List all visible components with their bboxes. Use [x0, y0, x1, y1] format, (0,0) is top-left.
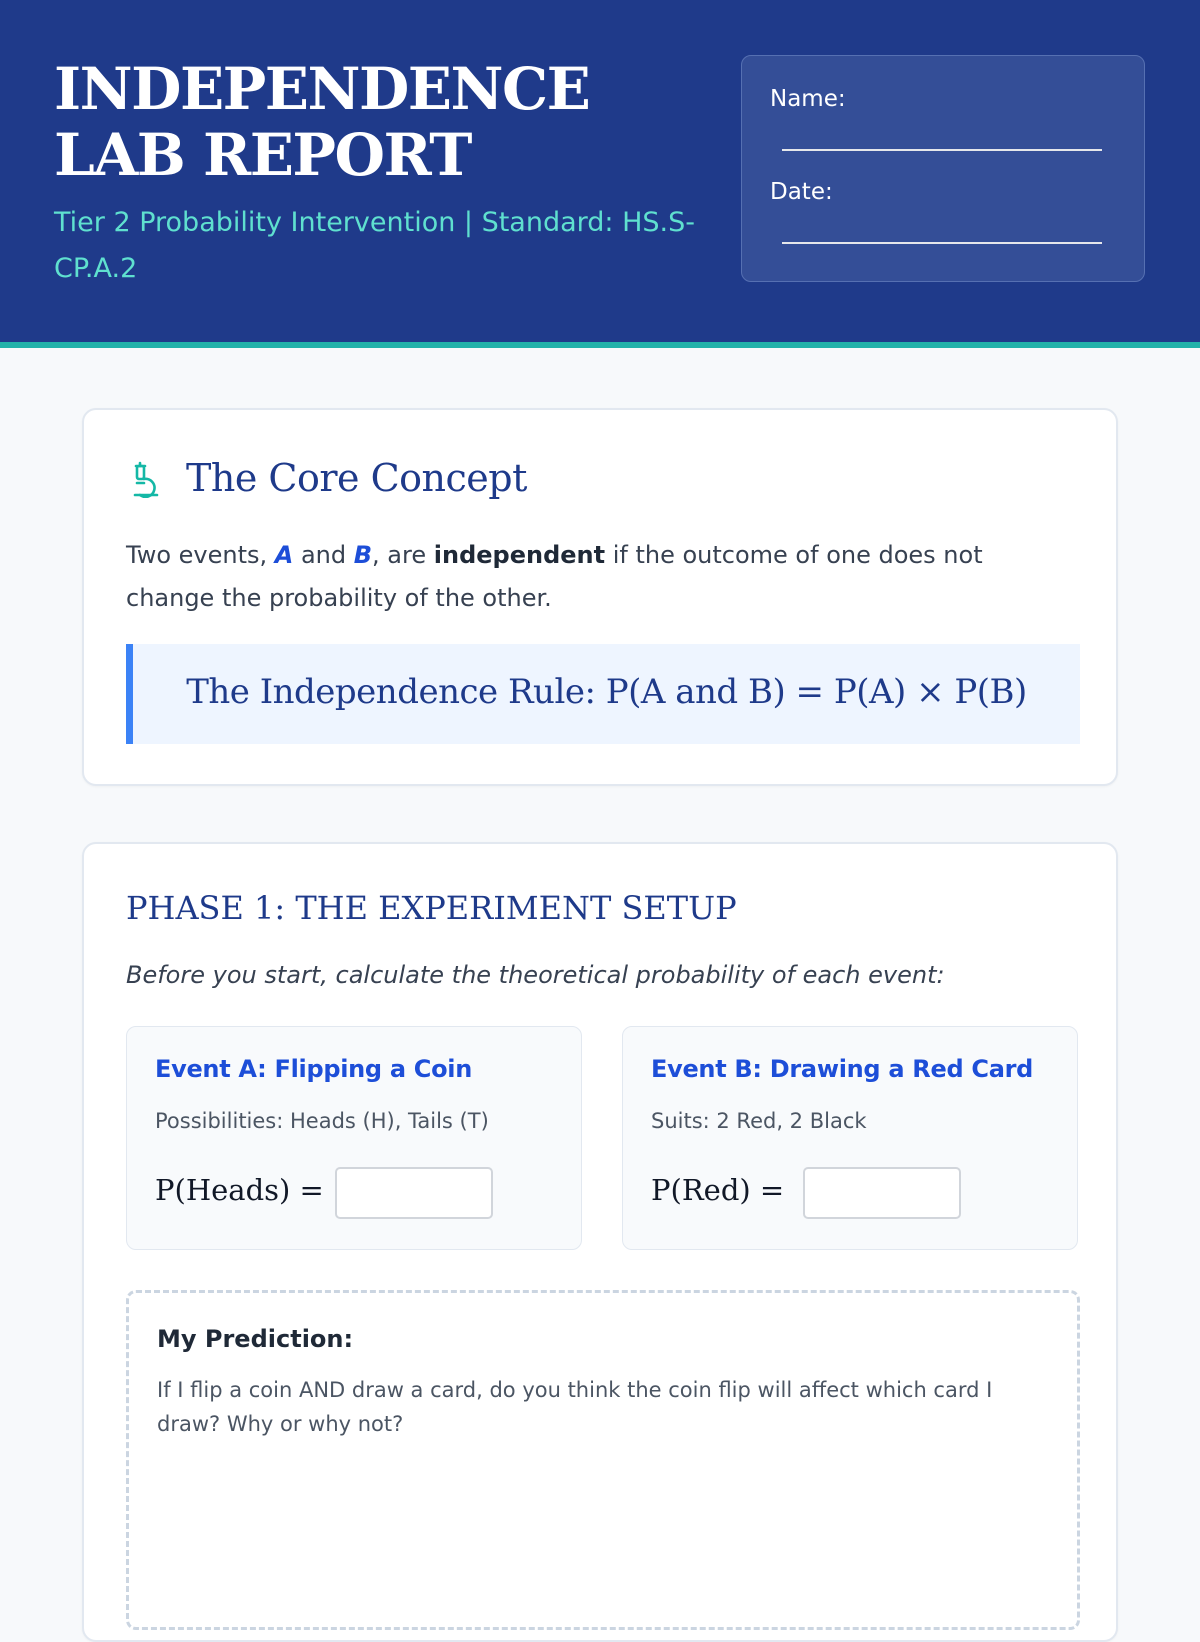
- phase-1-title: PHASE 1: THE EXPERIMENT SETUP: [126, 889, 737, 927]
- event-b-card: [622, 1026, 1078, 1250]
- concept-definition: Two events, A and B, are independent if the outcome of one does not change the probability of the other.: [126, 541, 983, 612]
- event-b-title: Event B: Drawing a Red Card: [651, 1055, 1034, 1083]
- microscope-icon: [126, 460, 162, 498]
- report-subtitle: Tier 2 Probability Intervention | Standard: HS.S-CP.A.2: [54, 207, 695, 284]
- p-heads-input[interactable]: [335, 1167, 493, 1219]
- p-red-input[interactable]: [803, 1167, 961, 1219]
- p-red-label: P(Red) =: [651, 1173, 785, 1207]
- event-a-symbol: A: [274, 541, 294, 569]
- event-a-description: Possibilities: Heads (H), Tails (T): [155, 1109, 489, 1133]
- independence-rule-box: [126, 644, 1080, 744]
- prediction-label: My Prediction:: [157, 1325, 354, 1353]
- core-concept-card: [82, 408, 1118, 786]
- name-field[interactable]: [782, 149, 1102, 151]
- prediction-answer-area[interactable]: [126, 1290, 1080, 1630]
- event-a-card: [126, 1026, 582, 1250]
- event-b-symbol: B: [353, 541, 373, 569]
- name-date-box: [741, 55, 1145, 282]
- event-b-description: Suits: 2 Red, 2 Black: [651, 1109, 867, 1133]
- report-title: INDEPENDENCE LAB REPORT: [54, 55, 590, 189]
- name-label: Name:: [770, 86, 846, 112]
- independence-rule: [133, 670, 1080, 714]
- report-header: [0, 0, 1200, 348]
- date-label: Date:: [770, 179, 833, 205]
- independent-keyword: independent: [433, 541, 606, 569]
- event-a-title: Event A: Flipping a Coin: [155, 1055, 473, 1083]
- p-heads-label: P(Heads) =: [155, 1173, 324, 1207]
- date-field[interactable]: [782, 242, 1102, 244]
- phase-1-card: [82, 842, 1118, 1642]
- rule-label: The Independence Rule:: [186, 672, 606, 712]
- prediction-question: If I flip a coin AND draw a card, do you think the coin flip will affect which card I draw? Why or why not?: [157, 1378, 993, 1436]
- phase-1-intro: Before you start, calculate the theoretical probability of each event:: [126, 961, 945, 989]
- rule-formula: P(A and B) = P(A) × P(B): [605, 672, 1027, 712]
- concept-title: The Core Concept: [186, 456, 527, 500]
